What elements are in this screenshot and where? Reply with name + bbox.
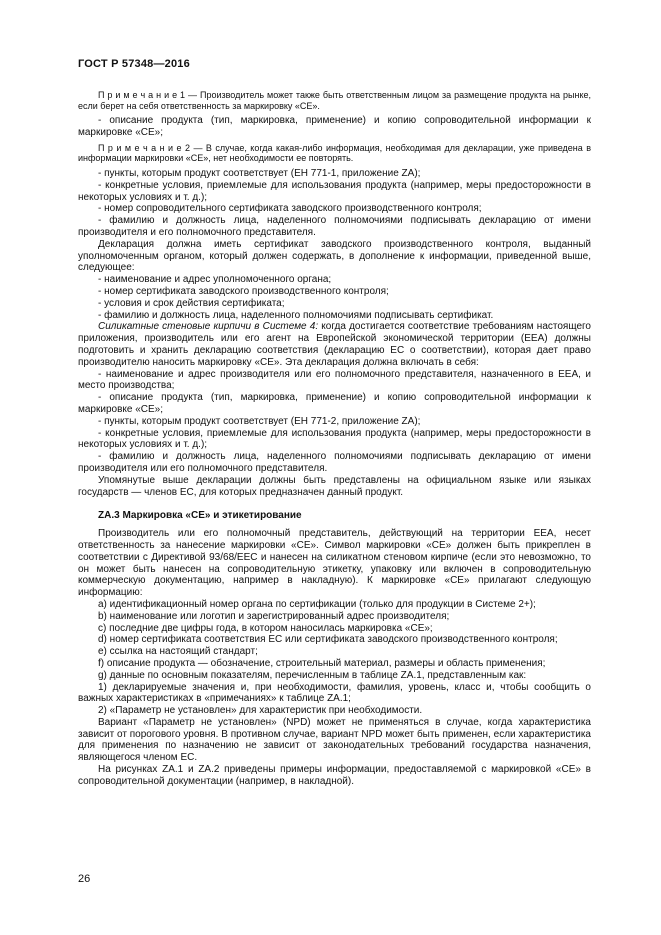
list-item: f) описание продукта — обозначение, строительный материал, размеры и область применения; bbox=[98, 657, 546, 669]
paragraph: Декларация должна иметь сертификат заводского производственного контроля, выданный уполномоченным органом, который должен содержать, в дополнение к информации, приведенной выше, следующее: bbox=[78, 238, 591, 274]
page-number: 26 bbox=[78, 873, 91, 885]
list-item: - фамилию и должность лица, наделенного полномочиями подписывать декларацию от имени производителя и его полномочного представителя. bbox=[78, 215, 591, 239]
section-heading: ZA.3 Маркировка «СЕ» и этикетирование bbox=[98, 510, 302, 522]
note-paragraph: П р и м е ч а н и е 2 — В случае, когда какая-либо информация, необходимая для декларации, уже приведена в информации маркировки «СЕ», нет необходимости ее повторять. bbox=[78, 142, 591, 164]
paragraph: Вариант «Параметр не установлен» (NPD) может не применяться в случае, когда характеристика зависит от порогового уровня. В противном случае, вариант NPD может быть применен, если характеристика для применения по назначению не зависит от законодательных требований государства назначения, являющегося членом ЕС. bbox=[78, 716, 591, 764]
document-header: ГОСТ Р 57348—2016 bbox=[78, 58, 190, 70]
list-item: - описание продукта (тип, маркировка, применение) и копию сопроводительной информации к маркировке «СЕ»; bbox=[78, 392, 591, 415]
list-item: e) ссылка на настоящий стандарт; bbox=[98, 646, 258, 658]
paragraph: Производитель или его полномочный представитель, действующий на территории ЕЕА, несет ответственность за нанесение маркировки «СЕ». Символ маркировки «СЕ» должен быть прикреплен в соответствии с Директивой 93/68/ЕЕС и нанесен на силикатном стеновом кирпиче (если это невозможно, то он может быть нанесен на сопроводительную этикетку, упаковку или включен в сопроводительную коммерческую документацию, например в накладную). К маркировке «СЕ» прилагают следующую информацию: bbox=[78, 528, 591, 599]
list-item: 2) «Параметр не установлен» для характеристик при необходимости. bbox=[98, 705, 423, 717]
list-item: - конкретные условия, приемлемые для использования продукта (например, меры предосторожности в некоторых условиях и т. д.); bbox=[78, 179, 591, 203]
list-item: - описание продукта (тип, маркировка, применение) и копию сопроводительной информации к маркировке «СЕ»; bbox=[78, 115, 591, 139]
list-item: - фамилию и должность лица, наделенного полномочиями подписывать декларацию от имени производителя или его полномочного представителя. bbox=[78, 451, 591, 474]
list-item: - фамилию и должность лица, наделенного полномочиями подписывать сертификат. bbox=[98, 309, 494, 321]
list-item: - пункты, которым продукт соответствует (ЕН 771-1, приложение ZA); bbox=[98, 168, 421, 180]
paragraph: На рисунках ZA.1 и ZA.2 приведены примеры информации, предоставляемой с маркировкой «СЕ» в сопроводительной документации (например, в накладной). bbox=[78, 764, 591, 787]
list-item: 1) декларируемые значения и, при необходимости, фамилия, уровень, класс и, чтобы сообщить о важных характеристиках в «примечаниях» к таблице ZA.1; bbox=[78, 681, 591, 705]
list-item: - конкретные условия, приемлемые для использования продукта (например, меры предосторожности в некоторых условиях и т. д.); bbox=[78, 427, 591, 451]
list-item: - наименование и адрес производителя или его полномочного представителя, назначенного в ЕЕА, и место производства; bbox=[78, 368, 591, 392]
list-item: - пункты, которым продукт соответствует (ЕН 771-2, приложение ZA); bbox=[98, 415, 421, 427]
document-body bbox=[78, 90, 591, 788]
list-item: - условия и срок действия сертификата; bbox=[98, 297, 285, 309]
list-item: - номер сопроводительного сертификата заводского производственного контроля; bbox=[98, 203, 482, 215]
list-item: d) номер сертификата соответствия ЕС или сертификата заводского производственного контроля; bbox=[98, 634, 558, 646]
paragraph: Упомянутые выше декларации должны быть представлены на официальном языке или языках государств — членов ЕС, для которых предназначен данный продукт. bbox=[78, 474, 591, 498]
list-item: a) идентификационный номер органа по сертификации (только для продукции в Системе 2+); bbox=[98, 598, 536, 610]
list-item: g) данные по основным показателям, перечисленным в таблице ZA.1, представленным как: bbox=[98, 669, 527, 681]
list-item: - наименование и адрес уполномоченного органа; bbox=[98, 274, 332, 286]
note-paragraph: П р и м е ч а н и е 1 — Производитель может также быть ответственным лицом за размещение продукта на рынке, если берет на себя ответственность за маркировку «СЕ». bbox=[78, 90, 591, 111]
italic-lead: Силикатные стеновые кирпичи в Системе 4: bbox=[98, 321, 319, 333]
list-item: - номер сертификата заводского производственного контроля; bbox=[98, 286, 389, 297]
paragraph: Силикатные стеновые кирпичи в Системе 4: когда достигается соответствие требованиям настоящего приложения, производитель или его агент на Европейской экономической территории (ЕЕА) должны подготовить и хранить декларацию соответствия (декларацию ЕС о соответствии), которая дает право производителю наносить маркировку «СЕ». Эта декларация должна включать в себя: bbox=[78, 321, 591, 368]
list-item: c) последние две цифры года, в котором наносилась маркировка «СЕ»; bbox=[98, 622, 433, 634]
list-item: b) наименование или логотип и зарегистрированный адрес производителя; bbox=[98, 610, 450, 622]
